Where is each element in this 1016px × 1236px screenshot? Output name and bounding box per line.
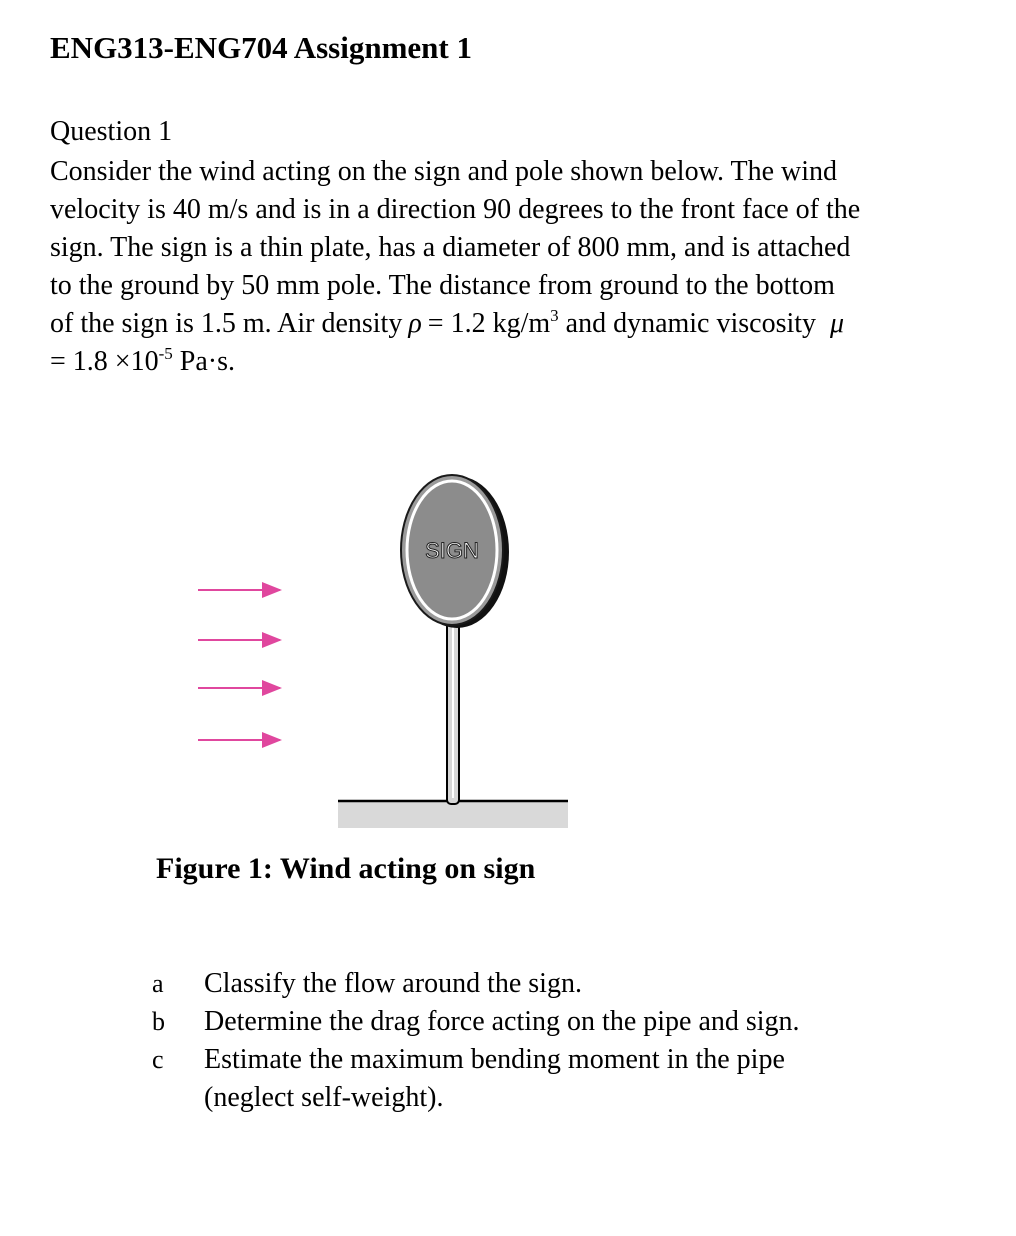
part-text bbox=[204, 965, 582, 1003]
question-line-viscosity bbox=[50, 343, 950, 381]
viscosity-value: = 1.8 ×10 bbox=[50, 346, 159, 377]
question-line: sign. The sign is a thin plate, has a diameter of 800 mm, and is attached bbox=[50, 232, 851, 263]
density-value: = 1.2 kg/m bbox=[427, 308, 551, 339]
mu-symbol: μ bbox=[830, 308, 845, 339]
question-line: velocity is 40 m/s and is in a direction 90 degrees to the front face of the bbox=[50, 194, 861, 225]
wind-sign-diagram bbox=[180, 470, 600, 840]
part-letter: a bbox=[152, 969, 164, 998]
viscosity-text: and dynamic viscosity bbox=[558, 308, 817, 339]
question-line: Consider the wind acting on the sign and pole shown below. The wind bbox=[50, 156, 837, 187]
part-text bbox=[204, 1003, 800, 1041]
part-line: Classify the flow around the sign. bbox=[204, 968, 582, 999]
question-line-density bbox=[50, 305, 950, 343]
sign-label: SIGN bbox=[425, 538, 479, 563]
page-title: ENG313-ENG704 Assignment 1 bbox=[50, 30, 472, 65]
part-letter: b bbox=[152, 1007, 165, 1036]
viscosity-exponent: -5 bbox=[158, 344, 173, 363]
viscosity-unit: Pa·s. bbox=[172, 346, 235, 377]
list-item bbox=[152, 965, 800, 1003]
part-text bbox=[204, 1041, 785, 1117]
density-text-pre: of the sign is 1.5 m. Air density bbox=[50, 308, 403, 339]
list-item bbox=[152, 1041, 800, 1117]
part-line: Determine the drag force acting on the pipe and sign. bbox=[204, 1006, 800, 1037]
rho-symbol: ρ bbox=[408, 308, 422, 339]
part-line: (neglect self-weight). bbox=[204, 1082, 444, 1113]
list-item bbox=[152, 1003, 800, 1041]
question-line: to the ground by 50 mm pole. The distance from ground to the bottom bbox=[50, 270, 835, 301]
part-line: Estimate the maximum bending moment in the pipe bbox=[204, 1044, 785, 1075]
part-letter: c bbox=[152, 1045, 164, 1074]
question-heading: Question 1 bbox=[50, 116, 173, 147]
figure-wind-sign bbox=[180, 470, 600, 840]
question-body bbox=[50, 153, 950, 381]
question-parts-list bbox=[152, 965, 800, 1117]
density-exponent: 3 bbox=[550, 306, 559, 325]
figure-caption: Figure 1: Wind acting on sign bbox=[156, 852, 536, 885]
